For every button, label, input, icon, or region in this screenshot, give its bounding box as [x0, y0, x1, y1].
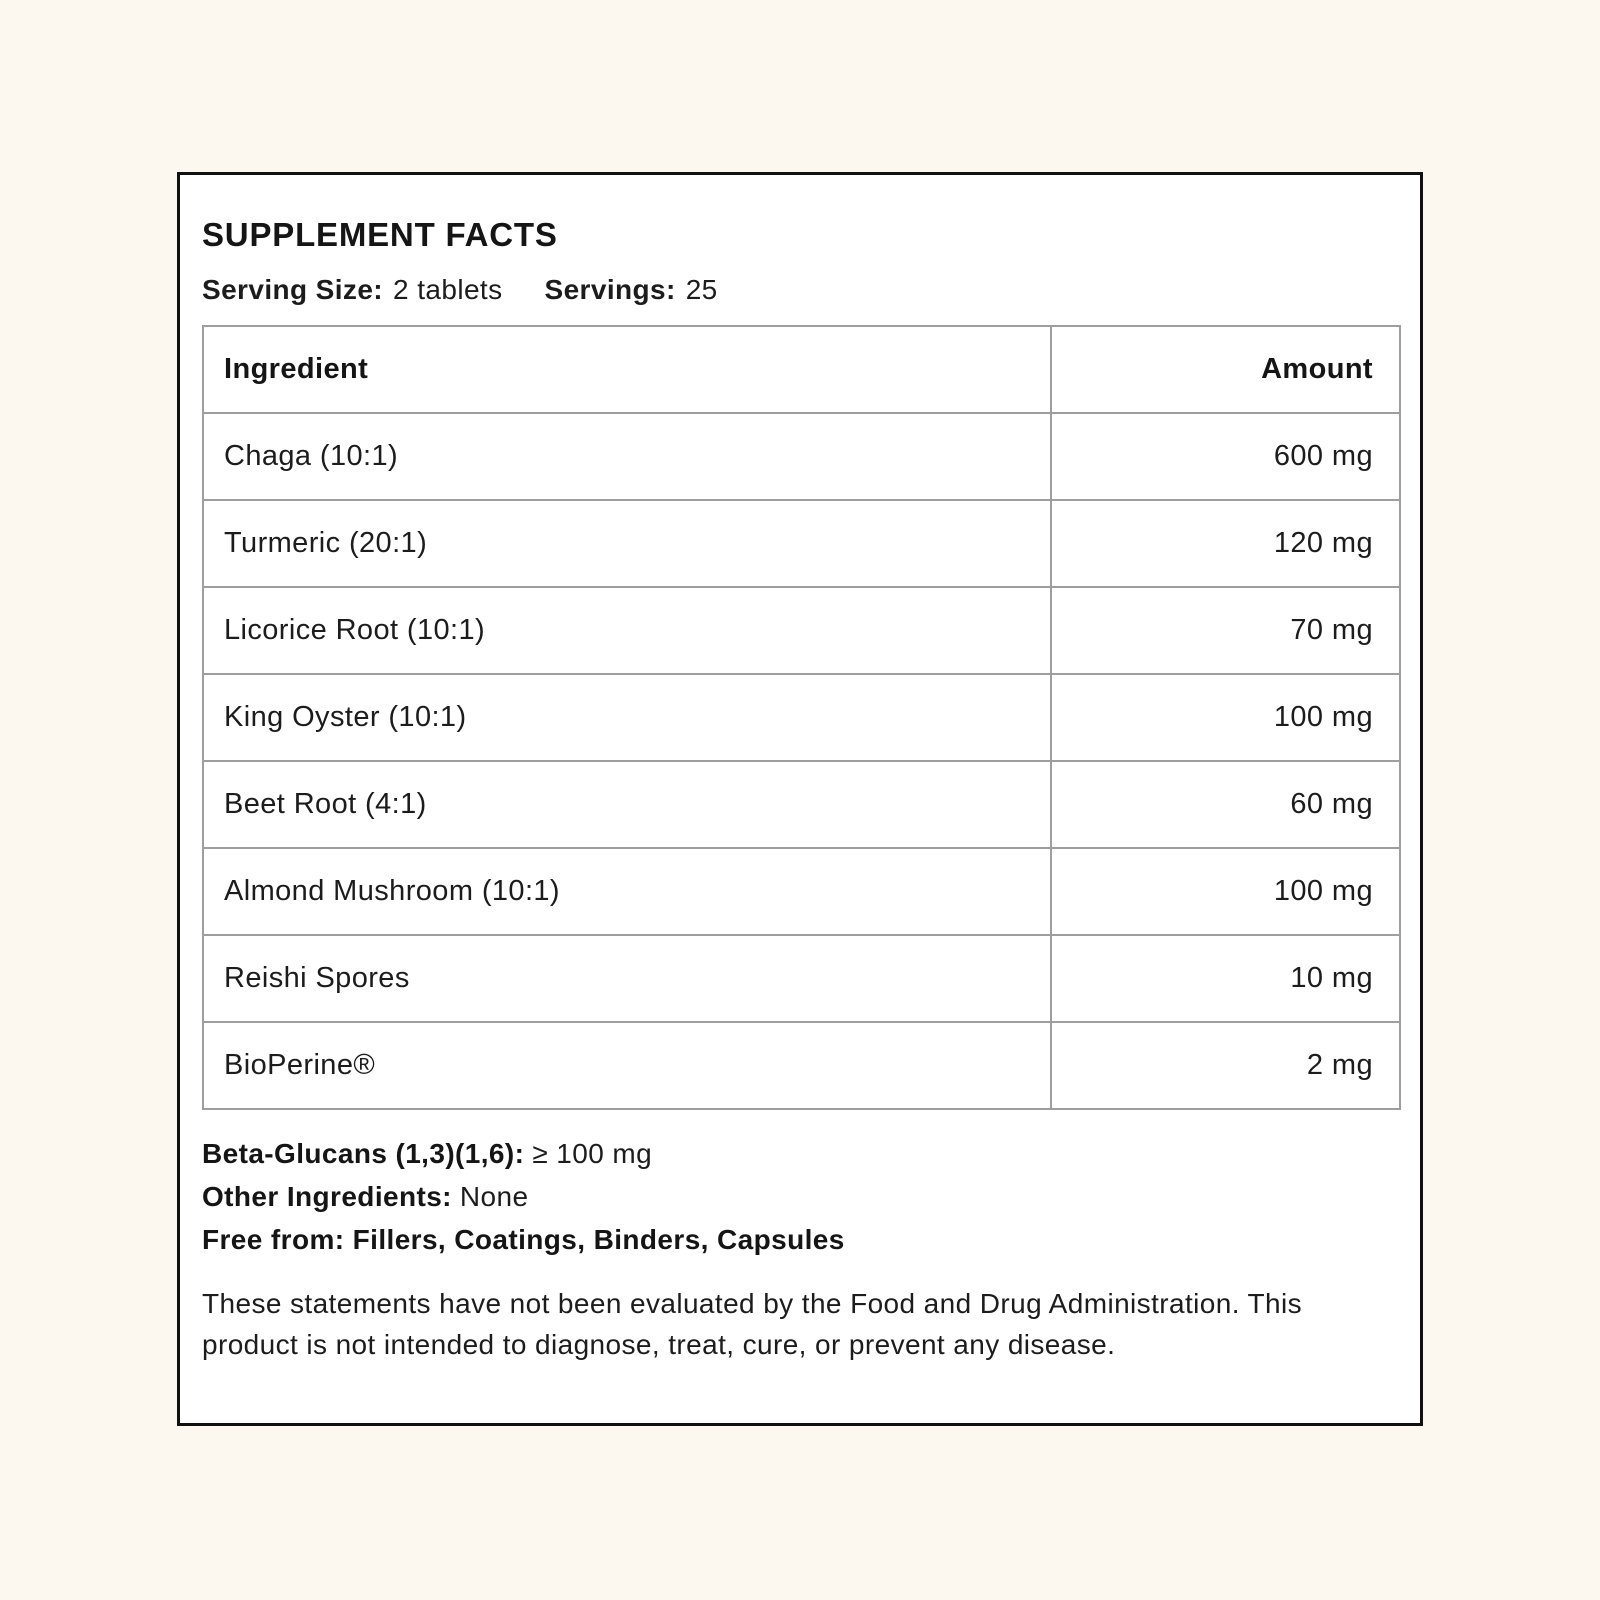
table-row [203, 413, 1400, 500]
amount-column-header: Amount [1051, 326, 1400, 413]
note-value: ≥ 100 mg [532, 1137, 653, 1169]
notes-block [202, 1132, 1398, 1261]
table-row [203, 500, 1400, 587]
ingredient-cell: Reishi Spores [203, 935, 1051, 1022]
note-line [202, 1132, 1398, 1175]
supplement-facts-title: SUPPLEMENT FACTS [202, 216, 558, 253]
ingredients-table-body [203, 413, 1400, 1109]
amount-cell: 2 mg [1051, 1022, 1400, 1109]
ingredient-cell: Beet Root (4:1) [203, 761, 1051, 848]
supplement-facts-card [177, 172, 1423, 1426]
table-row [203, 674, 1400, 761]
note-label: Beta-Glucans (1,3)(1,6): [202, 1137, 525, 1169]
amount-cell: 100 mg [1051, 848, 1400, 935]
note-label: Free from: Fillers, Coatings, Binders, Capsules [202, 1223, 845, 1255]
table-row [203, 1022, 1400, 1109]
amount-cell: 600 mg [1051, 413, 1400, 500]
ingredient-cell: Turmeric (20:1) [203, 500, 1051, 587]
table-row [203, 935, 1400, 1022]
servings-value: 25 [685, 273, 718, 305]
serving-info [202, 272, 1398, 308]
note-line [202, 1218, 1398, 1261]
table-row [203, 761, 1400, 848]
ingredient-cell: Licorice Root (10:1) [203, 587, 1051, 674]
servings-label: Servings: [544, 273, 676, 305]
note-label: Other Ingredients: [202, 1180, 452, 1212]
ingredient-cell: Almond Mushroom (10:1) [203, 848, 1051, 935]
amount-cell: 100 mg [1051, 674, 1400, 761]
amount-cell: 120 mg [1051, 500, 1400, 587]
amount-cell: 10 mg [1051, 935, 1400, 1022]
fda-disclaimer: These statements have not been evaluated by the Food and Drug Administration. This product is not intended to diagnose, treat, cure, or prevent any disease. [202, 1287, 1303, 1360]
ingredient-cell: King Oyster (10:1) [203, 674, 1051, 761]
ingredients-table [202, 325, 1401, 1110]
amount-cell: 70 mg [1051, 587, 1400, 674]
ingredients-table-header [203, 326, 1400, 413]
amount-cell: 60 mg [1051, 761, 1400, 848]
header-row [203, 326, 1400, 413]
note-value: None [459, 1180, 529, 1212]
ingredient-cell: Chaga (10:1) [203, 413, 1051, 500]
serving-size-value: 2 tablets [393, 273, 503, 305]
ingredient-cell: BioPerine® [203, 1022, 1051, 1109]
serving-size-label: Serving Size: [202, 273, 384, 305]
table-row [203, 587, 1400, 674]
table-row [203, 848, 1400, 935]
note-line [202, 1175, 1398, 1218]
ingredient-column-header: Ingredient [203, 326, 1051, 413]
